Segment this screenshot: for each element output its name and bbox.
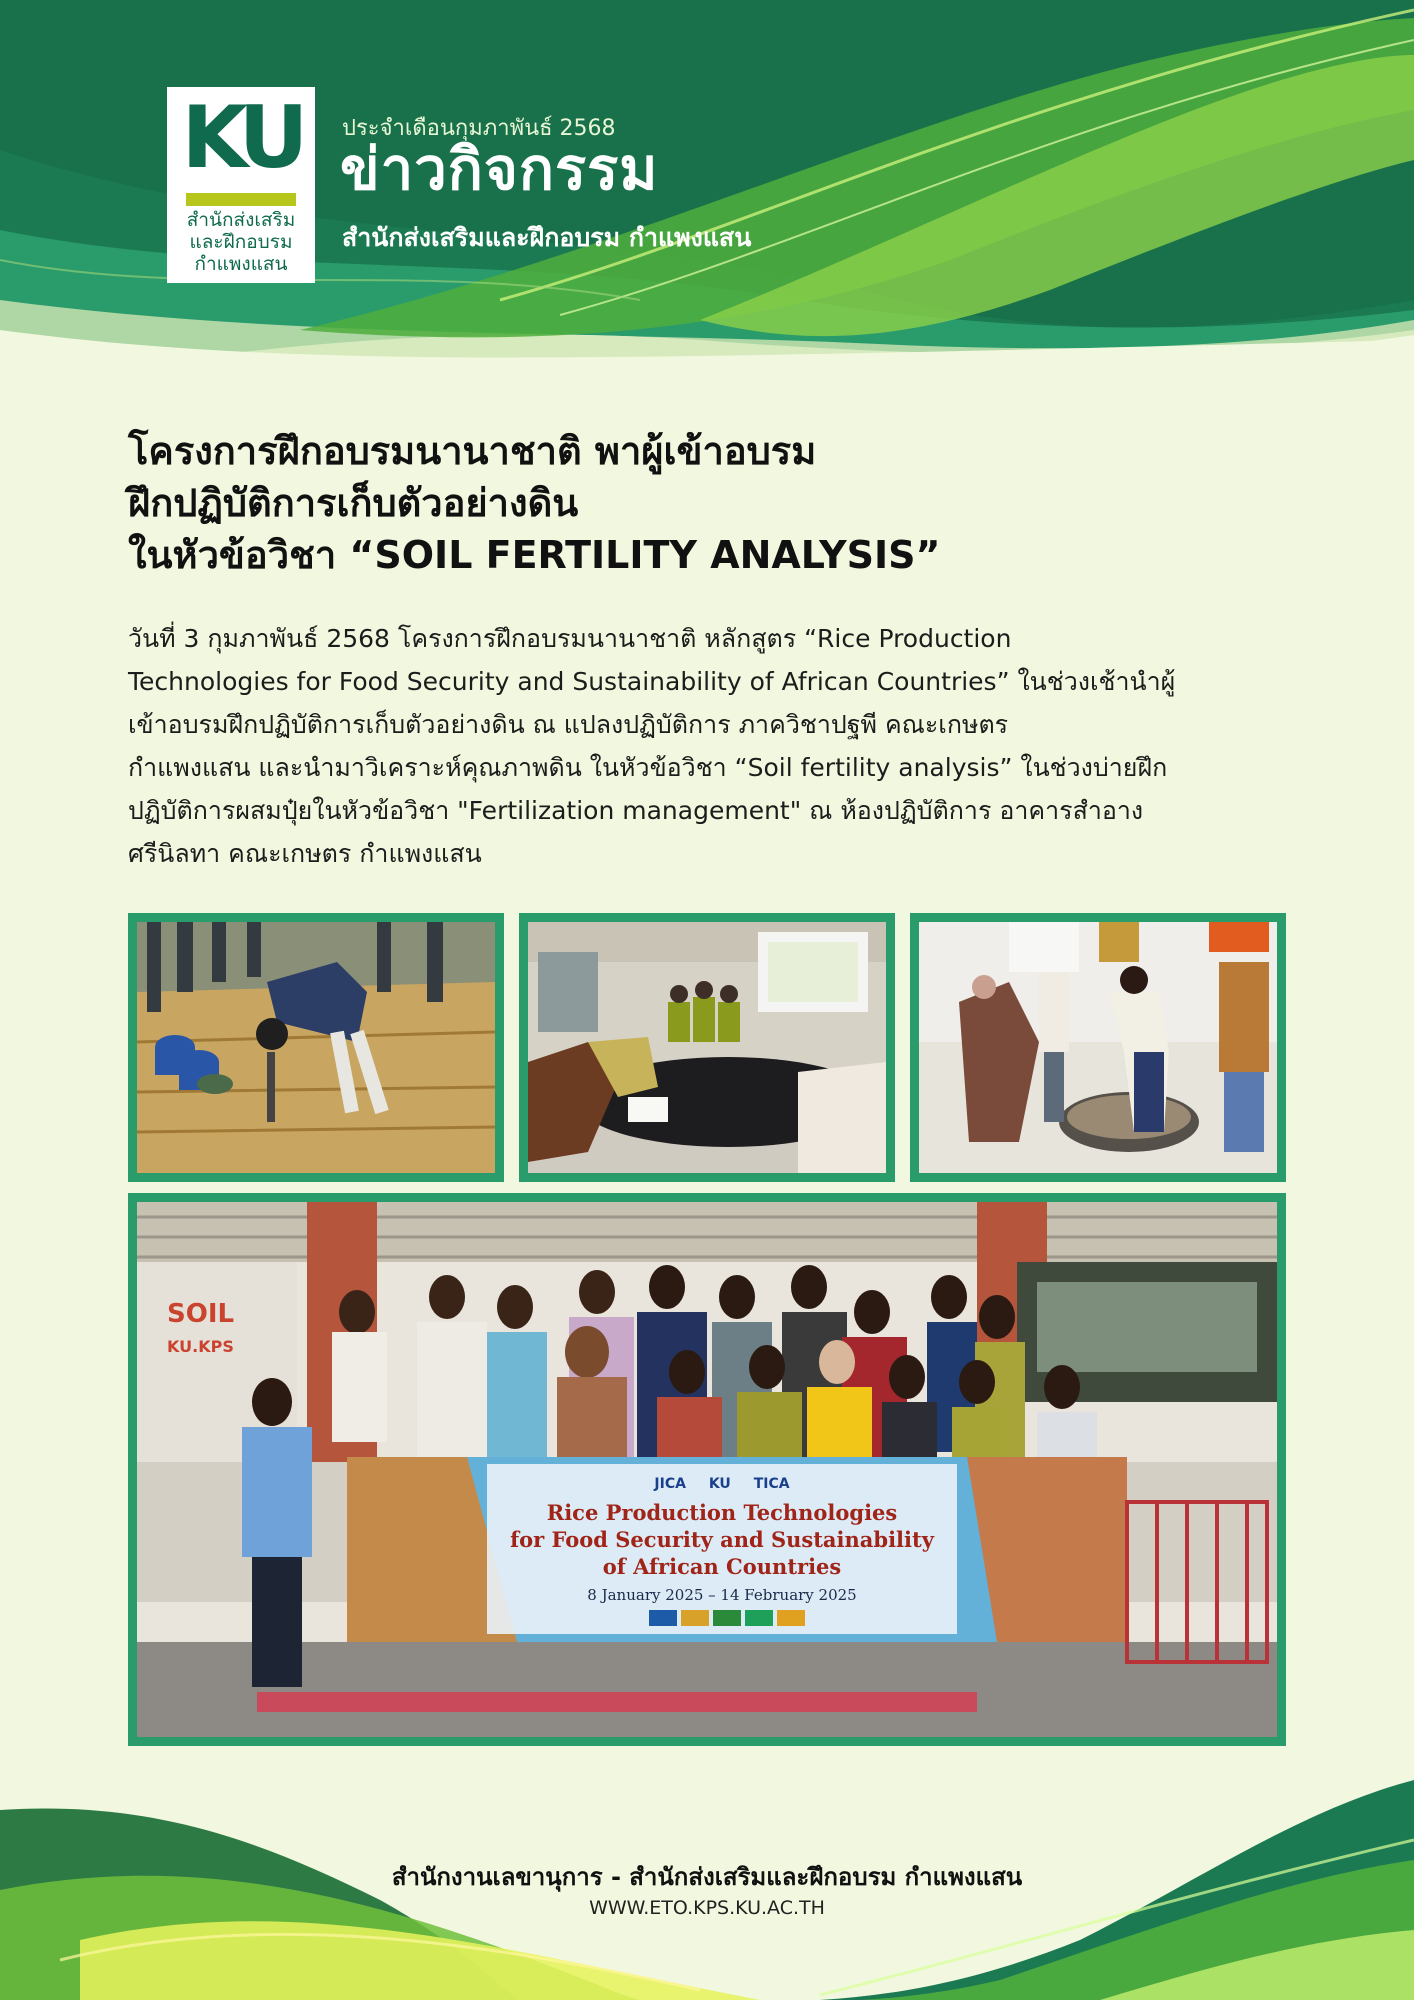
photo-soil-sampling (128, 913, 504, 1182)
headline-line: โครงการฝึกอบรมนานาชาติ พาผู้เข้าอบรม (128, 429, 817, 473)
sponsor-logo: TICA (753, 1476, 790, 1492)
photo-fertilizer-mixing (910, 913, 1286, 1182)
issue-month: ประจำเดือนกุมภาพันธ์ 2568 (342, 116, 616, 141)
body-line: ศรีนิลทา คณะเกษตร กำแพงแสน (128, 839, 482, 868)
body-line: กำแพงแสน และนำมาวิเคราะห์คุณภาพดิน ในหัวข้อวิชา “Soil fertility analysis” ในช่วงบ่ายฝึก (128, 753, 1168, 782)
ku-logo (167, 87, 315, 283)
sponsor-logo: KU (708, 1476, 731, 1492)
sponsor-logo: JICA (654, 1476, 686, 1492)
body-line: Technologies for Food Security and Sustainability of African Countries” ในช่วงเช้านำผู้ (128, 667, 1176, 696)
article-headline (128, 425, 1288, 581)
newsletter-title: ข่าวกิจกรรม (340, 135, 659, 203)
logo-accent-bar (186, 193, 296, 206)
logo-line: และฝึกอบรม (189, 231, 293, 253)
article-body (128, 617, 1298, 875)
newsletter-subtitle: สำนักส่งเสริมและฝึกอบรม กำแพงแสน (342, 223, 752, 252)
photo-group (128, 1193, 1286, 1746)
banner-title-line: for Food Security and Sustainability (510, 1527, 934, 1552)
banner-dates: 8 January 2025 – 14 February 2025 (587, 1586, 857, 1604)
photo-classroom (519, 913, 895, 1182)
headline-line: ในหัวข้อวิชา “SOIL FERTILITY ANALYSIS” (128, 533, 941, 577)
footer-organization: สำนักงานเลขานุการ - สำนักส่งเสริมและฝึกอบรม กำแพงแสน (391, 1863, 1023, 1891)
body-line: เข้าอบรมฝึกปฏิบัติการเก็บตัวอย่างดิน ณ แปลงปฏิบัติการ ภาควิชาปฐพี คณะเกษตร (128, 710, 1009, 739)
logo-line: สำนักส่งเสริม (186, 209, 296, 231)
banner-flags (649, 1610, 805, 1626)
body-line: วันที่ 3 กุมภาพันธ์ 2568 โครงการฝึกอบรมนานาชาติ หลักสูตร “Rice Production (128, 624, 1012, 653)
footer-website-link[interactable]: WWW.ETO.KPS.KU.AC.TH (589, 1897, 825, 1919)
banner-title-line: of African Countries (602, 1554, 842, 1579)
headline-line: ฝึกปฏิบัติการเก็บตัวอย่างดิน (128, 481, 579, 525)
logo-line: กำแพงแสน (194, 253, 288, 275)
banner-title-line: Rice Production Technologies (546, 1500, 898, 1525)
banner-sponsors (653, 1476, 789, 1492)
logo-text (167, 209, 315, 275)
logo-mark: KU (181, 88, 301, 188)
wall-sign: KU.KPS (167, 1337, 234, 1356)
wall-sign: SOIL (167, 1299, 235, 1329)
body-line: ปฏิบัติการผสมปุ๋ยในหัวข้อวิชา "Fertilization management" ณ ห้องปฏิบัติการ อาคารสำอาง (128, 796, 1144, 825)
